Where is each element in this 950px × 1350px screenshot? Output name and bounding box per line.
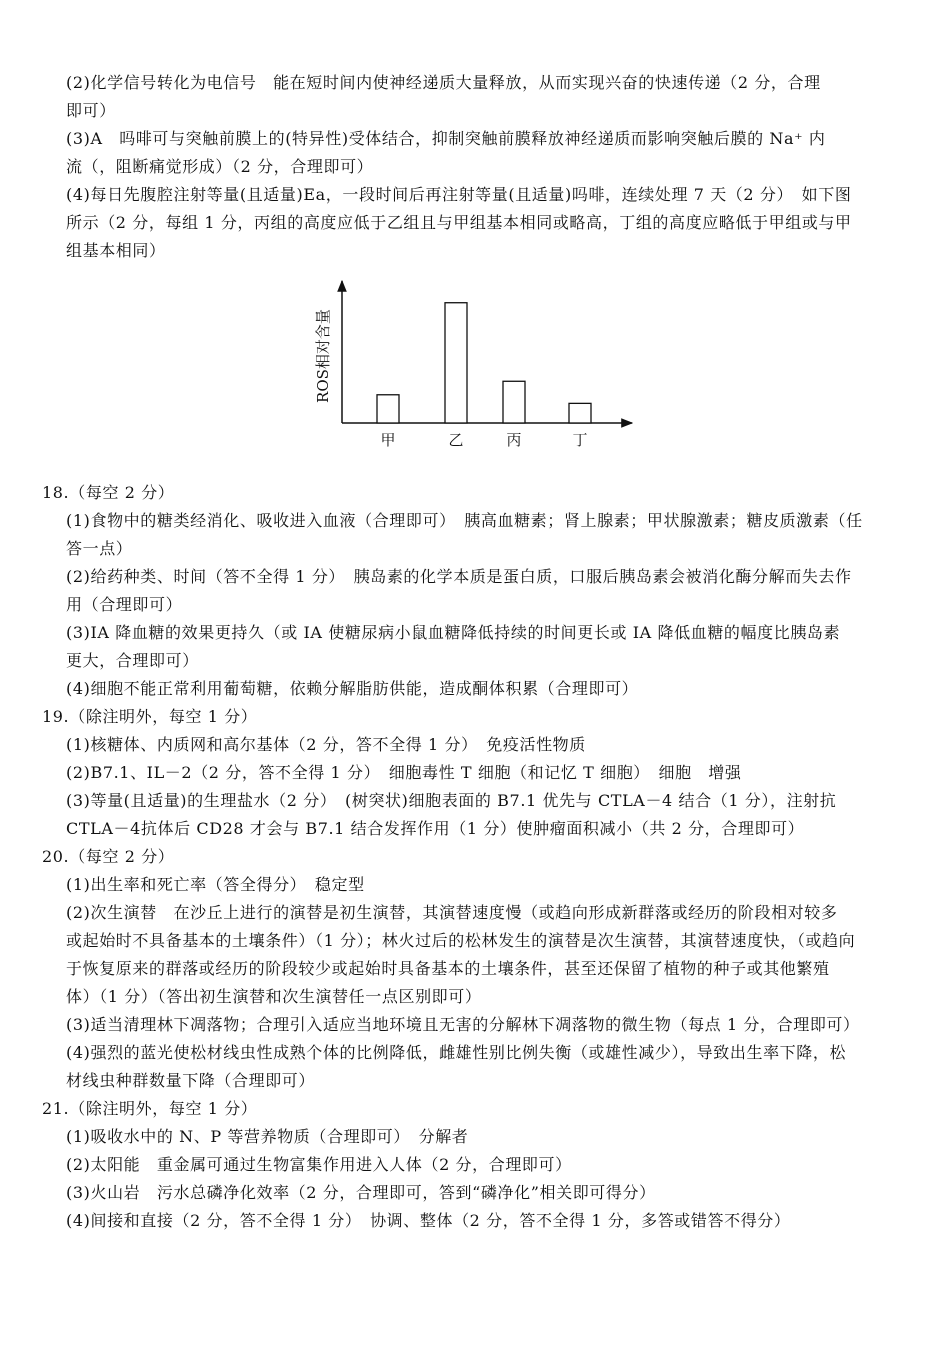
x-tick-label: 丙: [506, 431, 522, 449]
text-line: (4)每日先腹腔注射等量(且适量)Ea，一段时间后再注射等量(且适量)吗啡，连续处理 7 天（2 分） 如下图: [66, 185, 852, 204]
text-line: (3)火山岩 污水总磷净化效率（2 分，合理即可，答到“磷净化”相关即可得分）: [66, 1183, 656, 1202]
text-line: (4)细胞不能正常利用葡萄糖，依赖分解脂肪供能，造成酮体积累（合理即可）: [66, 679, 639, 698]
text-line: (2)给药种类、时间（答不全得 1 分） 胰岛素的化学本质是蛋白质，口服后胰岛素会被消化酶分解而失去作: [66, 567, 852, 586]
text-line: (2)B7.1、IL－2（2 分，答不全得 1 分） 细胞毒性 T 细胞（和记忆 T 细胞） 细胞 增强: [66, 763, 742, 782]
text-line: 用（合理即可）: [66, 595, 183, 614]
text-line: 21.（除注明外，每空 1 分）: [42, 1099, 258, 1118]
text-line: (1)核糖体、内质网和高尔基体（2 分，答不全得 1 分） 免疫活性物质: [66, 735, 586, 754]
text-line: (3)等量(且适量)的生理盐水（2 分） (树突状)细胞表面的 B7.1 优先与 CTLA－4 结合（1 分），注射抗: [66, 791, 837, 810]
bar-3: [569, 403, 591, 423]
text-line: (4)间接和直接（2 分，答不全得 1 分） 协调、整体（2 分，答不全得 1 分，多答或错答不得分）: [66, 1211, 791, 1230]
text-line: (3)适当清理林下凋落物；合理引入适应当地环境且无害的分解林下凋落物的微生物（每点 1 分，合理即可）: [66, 1015, 860, 1034]
text-line: (2)太阳能 重金属可通过生物富集作用进入人体（2 分，合理即可）: [66, 1155, 572, 1174]
text-line: 材线虫种群数量下降（合理即可）: [66, 1071, 316, 1090]
text-line: (1)出生率和死亡率（答全得分） 稳定型: [66, 875, 365, 894]
x-tick-label: 甲: [380, 431, 396, 449]
bar-1: [445, 303, 467, 423]
y-axis-label: ROS相对含量: [314, 309, 332, 403]
text-line: (4)强烈的蓝光使松材线虫性成熟个体的比例降低，雌雄性别比例失衡（或雄性减少），导致出生率下降，松: [66, 1043, 847, 1062]
x-tick-label: 丁: [572, 431, 588, 449]
text-line: 所示（2 分，每组 1 分，丙组的高度应低于乙组且与甲组基本相同或略高，丁组的高度应略低于甲组或与甲: [66, 213, 852, 232]
text-line: 流（，阻断痛觉形成）（2 分，合理即可）: [66, 157, 374, 176]
text-line: 组基本相同）: [66, 241, 166, 260]
text-line: (2)化学信号转化为电信号 能在短时间内使神经递质大量释放，从而实现兴奋的快速传递（2 分，合理: [66, 73, 821, 92]
text-line: 或起始时不具备基本的土壤条件）（1 分）；林火过后的松林发生的演替是次生演替，其演替速度快，（或趋向: [66, 931, 856, 950]
text-line: (2)次生演替 在沙丘上进行的演替是初生演替，其演替速度慢（或趋向形成新群落或经历的阶段相对较多: [66, 903, 838, 922]
text-line: 更大，合理即可）: [66, 651, 199, 670]
bars-group: [377, 303, 591, 449]
x-tick-label: 乙: [448, 431, 464, 449]
bar-0: [377, 395, 399, 423]
text-line: (3)A 吗啡可与突触前膜上的(特异性)受体结合，抑制突触前膜释放神经递质而影响突触后膜的 Na⁺ 内: [66, 129, 826, 148]
text-line: (1)吸收水中的 N、P 等营养物质（合理即可） 分解者: [66, 1127, 469, 1146]
text-line: 即可）: [66, 101, 116, 120]
text-line: CTLA－4抗体后 CD28 才会与 B7.1 结合发挥作用（1 分）使肿瘤面积减小（共 2 分，合理即可）: [66, 819, 805, 838]
bar-2: [503, 381, 525, 423]
ros-bar-chart: [300, 278, 650, 458]
text-line: (3)IA 降血糖的效果更持久（或 IA 使糖尿病小鼠血糖降低持续的时间更长或 IA 降低血糖的幅度比胰岛素: [66, 623, 841, 642]
text-line: 19.（除注明外，每空 1 分）: [42, 707, 258, 726]
text-line: 18.（每空 2 分）: [42, 483, 175, 502]
text-line: 于恢复原来的群落或经历的阶段较少或起始时具备基本的土壤条件，甚至还保留了植物的种子或其他繁殖: [66, 959, 830, 978]
text-line: (1)食物中的糖类经消化、吸收进入血液（合理即可） 胰高血糖素；肾上腺素；甲状腺激素；糖皮质激素（任: [66, 511, 863, 530]
chart-svg: [300, 278, 650, 458]
text-line: 体）（1 分）（答出初生演替和次生演替任一点区别即可）: [66, 987, 482, 1006]
text-line: 答一点）: [66, 539, 133, 558]
text-line: 20.（每空 2 分）: [42, 847, 175, 866]
